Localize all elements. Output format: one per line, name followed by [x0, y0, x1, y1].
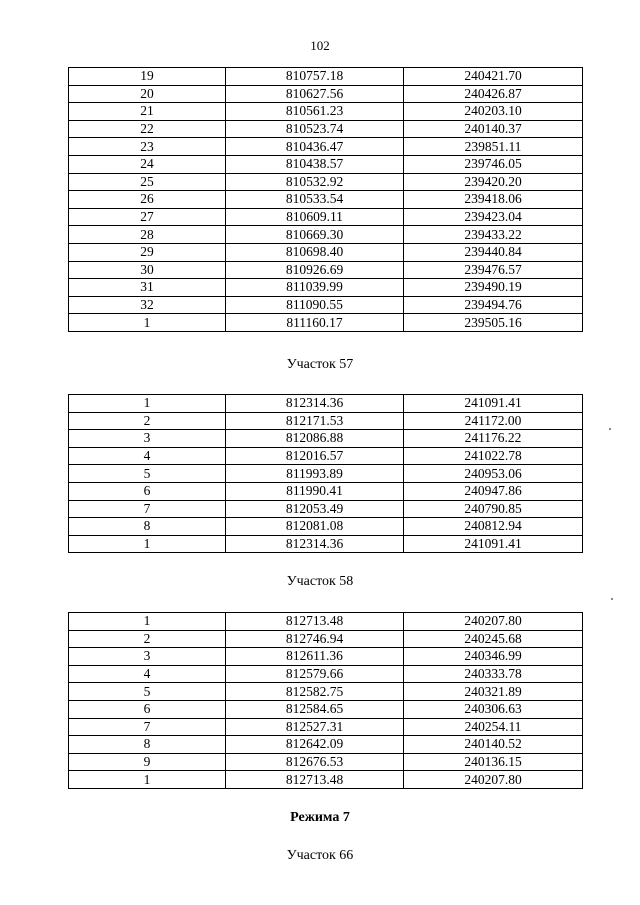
point-number-cell: 1	[69, 771, 226, 789]
y-coordinate-cell: 240346.99	[404, 648, 583, 666]
point-number-cell: 4	[69, 447, 226, 465]
y-coordinate-cell: 241091.41	[404, 395, 583, 413]
x-coordinate-cell: 810561.23	[226, 103, 404, 121]
point-number-cell: 6	[69, 482, 226, 500]
x-coordinate-cell: 812053.49	[226, 500, 404, 518]
y-coordinate-cell: 239494.76	[404, 296, 583, 314]
table-row	[69, 771, 583, 789]
y-coordinate-cell: 239433.22	[404, 226, 583, 244]
x-coordinate-cell: 812171.53	[226, 412, 404, 430]
x-coordinate-cell: 812579.66	[226, 665, 404, 683]
x-coordinate-cell: 812582.75	[226, 683, 404, 701]
y-coordinate-cell: 240333.78	[404, 665, 583, 683]
point-number-cell: 32	[69, 296, 226, 314]
point-number-cell: 9	[69, 753, 226, 771]
x-coordinate-cell: 811990.41	[226, 482, 404, 500]
coordinates-table-3	[68, 612, 583, 789]
y-coordinate-cell: 240254.11	[404, 718, 583, 736]
point-number-cell: 29	[69, 243, 226, 261]
point-number-cell: 19	[69, 68, 226, 86]
x-coordinate-cell: 810757.18	[226, 68, 404, 86]
table-row	[69, 261, 583, 279]
point-number-cell: 8	[69, 736, 226, 754]
table-row	[69, 700, 583, 718]
point-number-cell: 6	[69, 700, 226, 718]
table-row	[69, 665, 583, 683]
x-coordinate-cell: 811160.17	[226, 314, 404, 332]
x-coordinate-cell: 812676.53	[226, 753, 404, 771]
y-coordinate-cell: 240140.37	[404, 120, 583, 138]
x-coordinate-cell: 810532.92	[226, 173, 404, 191]
table-row	[69, 465, 583, 483]
point-number-cell: 21	[69, 103, 226, 121]
y-coordinate-cell: 239851.11	[404, 138, 583, 156]
table-row	[69, 613, 583, 631]
scan-speck	[611, 598, 613, 600]
x-coordinate-cell: 812611.36	[226, 648, 404, 666]
y-coordinate-cell: 239418.06	[404, 191, 583, 209]
point-number-cell: 2	[69, 412, 226, 430]
table-row	[69, 736, 583, 754]
section-heading-plot-57: Участок 57	[286, 357, 354, 372]
point-number-cell: 30	[69, 261, 226, 279]
point-number-cell: 28	[69, 226, 226, 244]
y-coordinate-cell: 240245.68	[404, 630, 583, 648]
x-coordinate-cell: 810698.40	[226, 243, 404, 261]
table-row	[69, 718, 583, 736]
point-number-cell: 3	[69, 648, 226, 666]
y-coordinate-cell: 239423.04	[404, 208, 583, 226]
y-coordinate-cell: 240207.80	[404, 613, 583, 631]
x-coordinate-cell: 810627.56	[226, 85, 404, 103]
x-coordinate-cell: 812314.36	[226, 395, 404, 413]
coordinates-table-1	[68, 67, 583, 332]
x-coordinate-cell: 812713.48	[226, 771, 404, 789]
y-coordinate-cell: 240203.10	[404, 103, 583, 121]
table-row	[69, 314, 583, 332]
x-coordinate-cell: 810533.54	[226, 191, 404, 209]
table-row	[69, 243, 583, 261]
point-number-cell: 31	[69, 279, 226, 297]
y-coordinate-cell: 239476.57	[404, 261, 583, 279]
point-number-cell: 1	[69, 535, 226, 553]
y-coordinate-cell: 239440.84	[404, 243, 583, 261]
y-coordinate-cell: 240947.86	[404, 482, 583, 500]
point-number-cell: 24	[69, 155, 226, 173]
x-coordinate-cell: 810436.47	[226, 138, 404, 156]
table-row	[69, 518, 583, 536]
y-coordinate-cell: 241091.41	[404, 535, 583, 553]
section-heading-regime: Режима 7	[290, 810, 350, 825]
y-coordinate-cell: 239746.05	[404, 155, 583, 173]
x-coordinate-cell: 812584.65	[226, 700, 404, 718]
x-coordinate-cell: 812086.88	[226, 430, 404, 448]
y-coordinate-cell: 240953.06	[404, 465, 583, 483]
y-coordinate-cell: 240812.94	[404, 518, 583, 536]
section-heading-plot-58: Участок 58	[286, 574, 354, 589]
x-coordinate-cell: 812746.94	[226, 630, 404, 648]
table-row	[69, 120, 583, 138]
x-coordinate-cell: 810523.74	[226, 120, 404, 138]
x-coordinate-cell: 812016.57	[226, 447, 404, 465]
y-coordinate-cell: 241176.22	[404, 430, 583, 448]
x-coordinate-cell: 810926.69	[226, 261, 404, 279]
table-row	[69, 191, 583, 209]
page-number: 102	[310, 38, 330, 53]
y-coordinate-cell: 240426.87	[404, 85, 583, 103]
point-number-cell: 5	[69, 465, 226, 483]
x-coordinate-cell: 812314.36	[226, 535, 404, 553]
table-row	[69, 430, 583, 448]
table-row	[69, 447, 583, 465]
table-row	[69, 85, 583, 103]
x-coordinate-cell: 811993.89	[226, 465, 404, 483]
point-number-cell: 27	[69, 208, 226, 226]
x-coordinate-cell: 811090.55	[226, 296, 404, 314]
y-coordinate-cell: 239420.20	[404, 173, 583, 191]
x-coordinate-cell: 811039.99	[226, 279, 404, 297]
y-coordinate-cell: 240790.85	[404, 500, 583, 518]
x-coordinate-cell: 810438.57	[226, 155, 404, 173]
point-number-cell: 22	[69, 120, 226, 138]
table-row	[69, 226, 583, 244]
point-number-cell: 8	[69, 518, 226, 536]
point-number-cell: 5	[69, 683, 226, 701]
point-number-cell: 3	[69, 430, 226, 448]
table-row	[69, 296, 583, 314]
y-coordinate-cell: 240136.15	[404, 753, 583, 771]
table-row	[69, 500, 583, 518]
point-number-cell: 1	[69, 395, 226, 413]
point-number-cell: 25	[69, 173, 226, 191]
coordinates-table-2	[68, 394, 583, 553]
point-number-cell: 23	[69, 138, 226, 156]
y-coordinate-cell: 239490.19	[404, 279, 583, 297]
table-row	[69, 482, 583, 500]
table-row	[69, 630, 583, 648]
x-coordinate-cell: 812527.31	[226, 718, 404, 736]
table-row	[69, 648, 583, 666]
y-coordinate-cell: 241022.78	[404, 447, 583, 465]
table-row	[69, 395, 583, 413]
point-number-cell: 1	[69, 314, 226, 332]
table-row	[69, 753, 583, 771]
point-number-cell: 26	[69, 191, 226, 209]
y-coordinate-cell: 240207.80	[404, 771, 583, 789]
table-row	[69, 68, 583, 86]
y-coordinate-cell: 240306.63	[404, 700, 583, 718]
table-row	[69, 412, 583, 430]
table-row	[69, 103, 583, 121]
y-coordinate-cell: 240421.70	[404, 68, 583, 86]
table-row	[69, 138, 583, 156]
point-number-cell: 1	[69, 613, 226, 631]
point-number-cell: 7	[69, 500, 226, 518]
point-number-cell: 20	[69, 85, 226, 103]
table-row	[69, 155, 583, 173]
x-coordinate-cell: 812081.08	[226, 518, 404, 536]
scan-speck	[609, 428, 611, 430]
y-coordinate-cell: 241172.00	[404, 412, 583, 430]
x-coordinate-cell: 810609.11	[226, 208, 404, 226]
y-coordinate-cell: 239505.16	[404, 314, 583, 332]
point-number-cell: 4	[69, 665, 226, 683]
section-heading-plot-66: Участок 66	[286, 848, 354, 863]
y-coordinate-cell: 240321.89	[404, 683, 583, 701]
point-number-cell: 2	[69, 630, 226, 648]
table-row	[69, 173, 583, 191]
table-row	[69, 208, 583, 226]
x-coordinate-cell: 812713.48	[226, 613, 404, 631]
y-coordinate-cell: 240140.52	[404, 736, 583, 754]
x-coordinate-cell: 810669.30	[226, 226, 404, 244]
x-coordinate-cell: 812642.09	[226, 736, 404, 754]
table-row	[69, 279, 583, 297]
table-row	[69, 683, 583, 701]
point-number-cell: 7	[69, 718, 226, 736]
table-row	[69, 535, 583, 553]
